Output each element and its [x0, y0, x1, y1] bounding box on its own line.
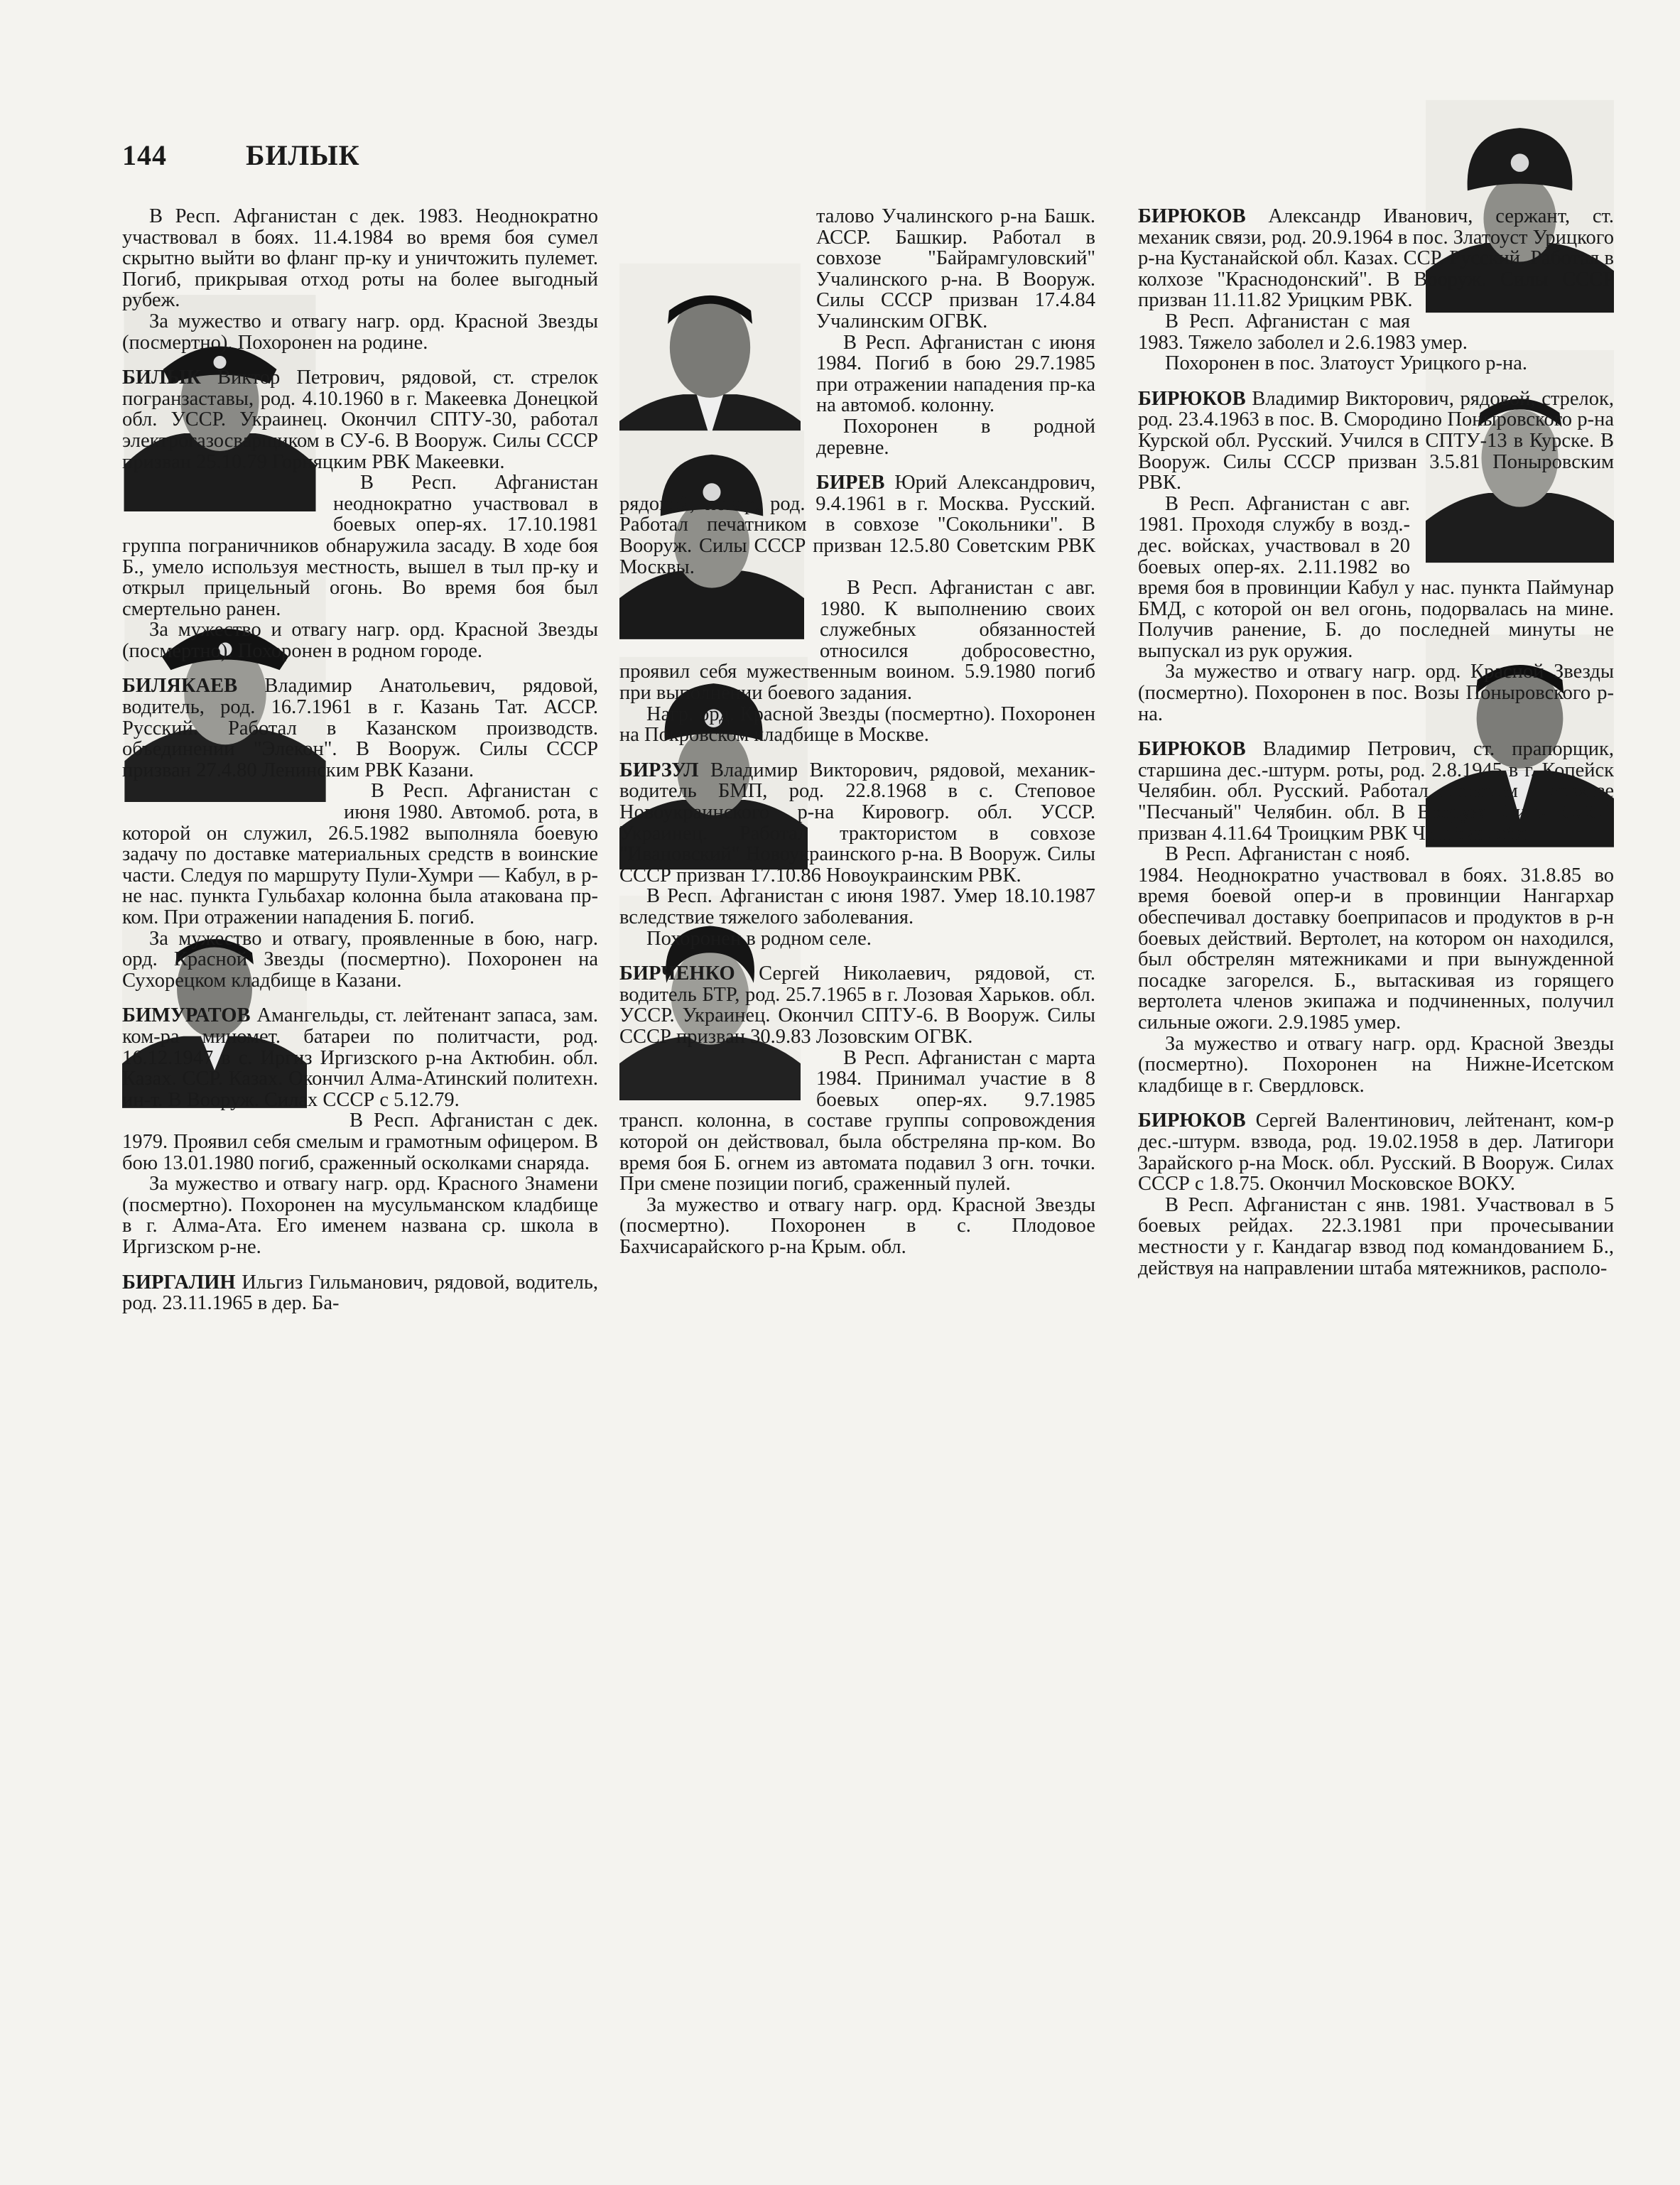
entry-lead-text: Сергей Николаевич, рядовой, ст. водитель БТР, род. 25.7.1965 в г. Лозовая Харьков. обл. УССР. Украинец. Окончил СПТУ-6. В Вооруж. Силы СССР призван 30.9.83 Лозовским ОГВК.	[619, 963, 1095, 1048]
paragraph: За мужество и отвагу, проявленные в бою, нагр. орд. Красной Звезды (посмертно). Похоронен на Сухорецком кладбище в Казани.	[122, 927, 598, 992]
entry-continuation	[122, 206, 598, 353]
paragraph: В Респ. Афганистан с июня 1984. Погиб в бою 29.7.1985 при отражении нападения пр-ка на автомоб. колонну.	[816, 331, 1095, 417]
paragraph: За мужество и отвагу нагр. орд. Красной Звезды (посмертно). Похоронен в пос. Возы Поныровского р-на.	[1138, 661, 1614, 725]
entry-lead-text: Виктор Петрович, рядовой, ст. стрелок погранзаставы, род. 4.10.1960 в г. Макеевка Донецкой обл. УССР. Украинец. Окончил СПТУ-30, работал электрогазосварщиком в СУ-6. В Вооруж. Силы СССР призван 25.10.79 Горняцким РВК Макеевки.	[122, 367, 598, 473]
entry-bimuratov	[122, 1005, 598, 1257]
paragraph: В Респ. Афганистан с мая 1983. Тяжело заболел и 2.6.1983 умер.	[1138, 310, 1468, 354]
column-1	[122, 206, 598, 1328]
paragraph: За мужество и отвагу нагр. орд. Красной Звезды (посмертно). Похоронен в с. Плодовое Бахчисарайского р-на Крым. обл.	[619, 1193, 1095, 1258]
entry-surname: БИЛЫК	[122, 367, 201, 389]
entry-biryukov-vp	[1138, 739, 1614, 1096]
paragraph: В Респ. Афганистан с марта 1984. Принимал участие в 8 боевых опер-ях. 9.7.1985 трансп. колонна, в составе группы сопровождения которой он действовал, была обстреляна пр-ком. Во время боя Б. огнем из автомата подавил 3 огн. точки. При смене позиции погиб, сраженный пулей.	[619, 1046, 1095, 1195]
entry-surname: БИЛЯКАЕВ	[122, 675, 238, 698]
paragraph: Похоронен в родном селе.	[646, 927, 872, 950]
entry-surname: БИРЮКОВ	[1138, 1110, 1246, 1132]
entry-lead-text: Владимир Викторович, рядовой, стрелок, род. 23.4.1963 в пос. В. Смородино Поныровского р-на Курской обл. Русский. Учился в СПТУ-13 в Курске. В Вооруж. Силы СССР призван 3.5.81 Поныровским РВК.	[1138, 387, 1614, 494]
entry-lead-text: Александр Иванович, сержант, ст. механик связи, род. 20.9.1964 в пос. Златоуст Урицкого р-на Кустанайской обл. Казах. ССР. Русский. Работал в колхозе "Краснодонский". В Вооруж. Силы СССР призван 11.11.82 Урицким РВК.	[1138, 205, 1614, 312]
paragraph: В Респ. Афганистан с июня 1980. Автомоб. рота, в которой он служил, 26.5.1982 выполняла боевую задачу по доставке материальных средств в воинские части. Следуя по маршруту Пули-Хумри — Кабул, в р-не нас. пункта Гульбахар колонна была атакована пр-ком. При отражении нападения Б. погиб.	[122, 780, 598, 928]
paragraph: За мужество и отвагу нагр. орд. Красного Знамени (посмертно). Похоронен на мусульманском кладбище в г. Алма-Ата. Его именем названа ср. школа в Иргизском р-не.	[122, 1173, 598, 1258]
column-3	[1138, 206, 1614, 1293]
paragraph: В Респ. Афганистан с нояб. 1984. Неоднократно участвовал в боях. 31.8.85 во время боевой опер-и в провинции Нангархар обеспечивал доставку боеприпасов и продуктов в р-н боевых действий. Вертолет, на котором он находился, был обстрелян мятежниками и при вынужденной посадке загорелся. Б., вытаскивая из горящего вертолета членов экипажа и подчиненных, получил сильные ожоги. 2.9.1985 умер.	[1138, 843, 1614, 1034]
column-2	[619, 206, 1095, 1272]
paragraph: За мужество и отвагу нагр. орд. Красной Звезды (посмертно). Похоронен на родине.	[122, 310, 598, 354]
entry-surname: БИРЕВ	[816, 472, 885, 494]
entry-bilyakaev	[122, 676, 598, 991]
paragraph: В Респ. Афганистан неоднократно участвовал в боевых опер-ях. 17.10.1981 группа пограничников обнаружила засаду. В ходе боя Б., умело используя местность, вышел в тыл пр-ку и открыл прицельный огонь. Во время боя был смертельно ранен.	[122, 472, 598, 620]
paragraph: Похоронен в родной деревне.	[816, 415, 1095, 459]
entry-surname: БИРЮКОВ	[1138, 205, 1246, 227]
entry-lead-text: Владимир Викторович, рядовой, механик-водитель БМП, род. 22.8.1968 в с. Степовое Новоукраинского р-на Кировогр. обл. УССР. Украинец. Работал трактористом в совхозе "Ивановский" Новоукраинского р-на. В Вооруж. Силы СССР призван 17.10.86 Новоукраинским РВК.	[619, 759, 1095, 887]
entry-lead-text: Амангельды, ст. лейтенант запаса, зам. ком-ра миномет. батареи по политчасти, род. 16.12.1947 в с. Иргиз Иргизского р-на Актюбин. обл. Казах. ССР. Казах. Окончил Алма-Атинский политехн. ин-т. В Вооруж. Силах СССР с 5.12.79.	[122, 1004, 598, 1111]
entry-lead	[122, 676, 598, 781]
entry-surname: БИМУРАТОВ	[122, 1004, 251, 1027]
paragraph: В Респ. Афганистан с авг. 1980. К выполнению своих служебных обязанностей относился добросовестно, проявил себя мужественным воином. 5.9.1980 погиб при выполнении боевого задания.	[619, 577, 1095, 705]
entry-lead-text: Юрий Александрович, рядовой, повар, род. 9.4.1961 в г. Москва. Русский. Работал печатником в совхозе "Сокольники". В Вооруж. Силы СССР призван 12.5.80 Советским РВК Москвы.	[619, 472, 1095, 578]
entry-lead	[619, 963, 1095, 1047]
paragraph: В Респ. Афганистан с дек. 1979. Проявил себя смелым и грамотным офицером. В бою 13.01.1980 погиб, сраженный осколками снаряда.	[122, 1110, 598, 1174]
entry-lead	[619, 760, 1095, 887]
paragraph: В Респ. Афганистан с авг. 1981. Проходя службу в возд.-дес. войсках, участвовал в 20 боевых опер-ях. 2.11.1982 во время боя в провинции Кабул у нас. пункта Паймунар БМД, с которой он вел огонь, подорвалась на мине. Получив ранение, Б. до последней минуты не выпускал из рук оружия.	[1138, 492, 1614, 662]
entry-lead	[122, 1272, 598, 1314]
entry-biryukov-sv	[1138, 1110, 1614, 1279]
page-header	[122, 139, 431, 172]
entry-birgalin-continuation	[619, 206, 1095, 458]
entry-birzul	[619, 760, 1095, 949]
entry-birchenko	[619, 963, 1095, 1257]
page-number: 144	[122, 139, 167, 171]
paragraph: В Респ. Афганистан с дек. 1983. Неоднократно участвовал в боях. 11.4.1984 во время боя сумел скрытно выйти во фланг пр-ку и уничтожить пулемет. Погиб, прикрывая отход роты на более выгодный рубеж.	[122, 205, 598, 312]
entry-surname: БИРЗУЛ	[619, 759, 699, 781]
paragraph: За мужество и отвагу нагр. орд. Красной Звезды (посмертно). Похоронен на Нижне-Исетском кладбище в г. Свердловск.	[1138, 1032, 1614, 1097]
entry-lead-text: Ильгиз Гильманович, рядовой, водитель, род. 23.11.1965 в дер. Ба-	[122, 1271, 598, 1315]
entry-surname: БИРЮКОВ	[1138, 387, 1246, 410]
entry-surname: БИРЮКОВ	[1138, 738, 1246, 761]
entry-surname: БИРГАЛИН	[122, 1271, 236, 1294]
running-title: БИЛЫК	[246, 139, 360, 171]
entry-lead-text: Владимир Петрович, ст. прапорщик, старшина дес.-штурм. роты, род. 2.8.1945 в г. Копейск Челябин. обл. Русский. Работал слесарем в совхозе "Песчаный" Челябин. обл. В Вооруж. Силы СССР призван 4.11.64 Троицким РВК Челябин. обл.	[1138, 738, 1614, 845]
entry-birev	[619, 472, 1095, 746]
paragraph: талово Учалинского р-на Башк. АССР. Башкир. Работал в совхозе "Байрамгуловский" Учалинского р-на. В Вооруж. Силы СССР призван 17.4.84 Учалинским ОГВК.	[816, 205, 1095, 332]
entry-lead	[1138, 1110, 1614, 1194]
paragraph: В Респ. Афганистан с янв. 1981. Участвовал в 5 боевых рейдах. 22.3.1981 при прочесывании местности у г. Кандагар взвод под командованием Б., действуя на направлении штаба мятежников, располо-	[1138, 1193, 1614, 1279]
paragraph: Нагр. орд. Красной Звезды (посмертно). Похоронен на Покровском кладбище в Москве.	[619, 703, 1095, 747]
entry-lead	[122, 367, 598, 472]
entry-bilyk	[122, 367, 598, 661]
paragraph: Похоронен в пос. Златоуст Урицкого р-на.	[1165, 352, 1527, 375]
entry-surname: БИРЧЕНКО	[619, 963, 735, 985]
entry-birgalin	[122, 1272, 598, 1314]
entry-lead-text: Сергей Валентинович, лейтенант, ком-р дес.-штурм. взвода, род. 19.02.1958 в дер. Латигори Зарайского р-на Моск. обл. Русский. В Вооруж. Силах СССР с 1.8.75. Окончил Московское ВОКУ.	[1138, 1110, 1614, 1195]
paragraph: В Респ. Афганистан с июня 1987. Умер 18.10.1987 вследствие тяжелого заболевания.	[619, 885, 1095, 928]
paragraph: За мужество и отвагу нагр. орд. Красной Звезды (посмертно). Похоронен в родном городе.	[122, 619, 598, 662]
entry-lead-text: Владимир Анатольевич, рядовой, водитель, род. 16.7.1961 в г. Казань Тат. АССР. Русский. Работал в Казанском производств. объединении "Элекон". В Вооруж. Силы СССР призван 27.4.80 Ленинским РВК Казани.	[122, 675, 598, 781]
entry-lead	[122, 1005, 598, 1110]
entry-biryukov-vv	[1138, 389, 1614, 725]
